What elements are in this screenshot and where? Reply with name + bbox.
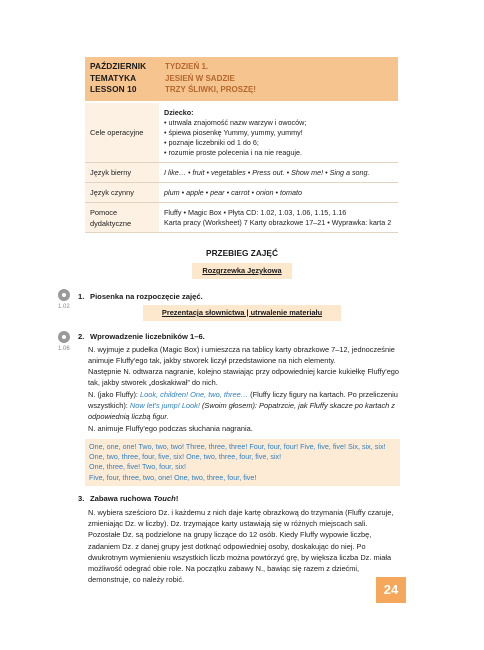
item-3-paragraph xyxy=(88,507,400,585)
lyrics-line: One, one, one! Two, two, two! Three, three, three! Four, four, four! Five, five, five! Six, six, six! xyxy=(89,442,386,451)
song-lyrics-box xyxy=(85,439,400,486)
cd-track-label: 1.02 xyxy=(58,304,70,310)
item-2-paragraph-1 xyxy=(88,344,400,366)
aids-label: Pomoce dydaktyczne xyxy=(85,203,159,232)
stage-direction: (Fluffy liczy figury na kartach. Po przeliczeniu wszystkich): xyxy=(88,390,398,411)
presentation-heading: Prezentacja słownictwa | utrwalenie materiału xyxy=(143,305,341,321)
aids-line: Fluffy • Magic Box • Płyta CD: 1.02, 1.03, 1.06, 1.15, 1.16 xyxy=(164,207,347,217)
goal-item: • utrwala znajomość nazw warzyw i owoców; xyxy=(164,117,307,127)
lesson-header xyxy=(85,57,398,101)
active-label: Język czynny xyxy=(85,183,159,202)
week-label: TYDZIEŃ 1. xyxy=(165,62,209,71)
lesson-info-table xyxy=(85,103,398,233)
item-title-game: Touch xyxy=(153,494,176,503)
goal-item: • śpiewa piosenkę Yummy, yummy, yummy! xyxy=(164,127,303,137)
item-title: Zabawa ruchowa xyxy=(90,494,154,503)
english-phrase: Now let's jump! Look! xyxy=(129,401,200,411)
paragraph-text: N. wyjmuje z pudełka (Magic Box) i umieszcza na tablicy karty obrazkowe 7–12, jednocześnie animuje Fluffy'ego tak, jakby stworek liczył przedstawione na nich elementy. xyxy=(88,345,395,366)
section-title: PRZEBIEG ZAJĘĆ xyxy=(206,248,278,258)
item-2-paragraph-3 xyxy=(88,389,400,423)
month-label: PAŹDZIERNIK xyxy=(90,61,147,71)
item-3-heading xyxy=(78,494,178,503)
item-1-heading xyxy=(78,292,203,301)
header-right xyxy=(165,61,256,96)
item-number: 3. xyxy=(78,494,85,503)
active-value: plum • apple • pear • carrot • onion • tomato xyxy=(164,187,303,197)
cd-icon[interactable] xyxy=(58,289,70,301)
topic-value: JESIEŃ W SADZIE xyxy=(165,73,235,83)
header-left xyxy=(90,61,146,96)
paragraph-text: Następnie N. odtwarza nagranie, kolejno stawiając przy odpowiedniej karcie kukiełkę Fluffy'ego tak, jakby stworek „doskakiwał” do nich. xyxy=(88,367,400,388)
warmup-heading: Rozgrzewka Językowa xyxy=(192,263,292,279)
speaker-text: N. (jako Fluffy): xyxy=(88,390,141,399)
item-number: 2. xyxy=(78,332,85,341)
cd-icon[interactable] xyxy=(58,331,70,343)
item-2-heading xyxy=(78,332,205,341)
topic-label: TEMATYKA xyxy=(90,72,137,83)
lyrics-line: One, two, three, four, five, six! One, two, three, four, five, six! xyxy=(89,452,282,462)
goals-label: Cele operacyjne xyxy=(85,103,159,162)
teaching-aids-row xyxy=(85,203,398,233)
passive-language-row xyxy=(85,163,398,183)
item-title-end: ! xyxy=(175,494,179,503)
goals-row xyxy=(85,103,398,163)
item-title: Piosenka na rozpoczęcie zajęć. xyxy=(90,292,203,301)
aids-value xyxy=(159,203,398,232)
goals-value xyxy=(159,103,398,162)
passive-label: Język bierny xyxy=(85,163,159,182)
lyrics-line: One, three, five! Two, four, six! xyxy=(89,462,186,472)
goal-item: • poznaje liczebniki od 1 do 6; xyxy=(164,137,259,147)
lesson-title: TRZY ŚLIWKI, PROSZĘ! xyxy=(165,85,256,94)
goal-item: • rozumie proste polecenia i na nie reaguje. xyxy=(164,147,302,157)
cd-track-label: 1.06 xyxy=(58,346,70,352)
paragraph-text: N. wybiera sześcioro Dz. i każdemu z nich daje kartę obrazkową do trzymania (Fluffy czaruje, zmieniając Dz. w liczby). Dz. trzymające karty ustawiają się w różnych miejscach sali. Pozostałe Dz. są podzielone na grupy liczące do 12 osób. Kiedy Fluffy wypowie liczbę, zadaniem Dz. z danej grupy jest dotknąć odpowiedniej osoby, doskakując do niej. Po dwukrotnym wymienieniu wszystkich liczb można powtórzyć grę, by większa liczba Dz. miała możliwość odegrać obie role. Na początku zabawy N., bawiąc się razem z dziećmi, demonstruje, co należy robić. xyxy=(88,508,394,585)
lesson-label: LESSON 10 xyxy=(90,84,137,94)
goals-lead: Dziecko: xyxy=(164,107,194,117)
stage-direction: (Swoim głosem): Popatrzcie, jak Fluffy skacze po kartach z odpowiednią liczbą figur. xyxy=(88,401,396,422)
item-2-paragraph-2 xyxy=(88,366,400,388)
item-2-paragraph-4 xyxy=(88,423,400,434)
passive-value: I like… • fruit • vegetables • Press out. • Show me! • Sing a song. xyxy=(164,167,370,177)
item-title: Wprowadzenie liczebników 1–6. xyxy=(90,332,205,341)
item-number: 1. xyxy=(78,292,85,301)
paragraph-text: N. animuje Fluffy'ego podczas słuchania nagrania. xyxy=(88,424,253,433)
lyrics-line: Five, four, three, two, one! One, two, three, four, five! xyxy=(89,472,257,482)
aids-line: Karta pracy (Worksheet) 7 Karty obrazkowe 17–21 • Wyprawka: karta 2 xyxy=(164,217,392,227)
english-phrase: Look, children! One, two, three… xyxy=(140,390,249,399)
page-number: 24 xyxy=(376,577,406,603)
active-language-row xyxy=(85,183,398,203)
